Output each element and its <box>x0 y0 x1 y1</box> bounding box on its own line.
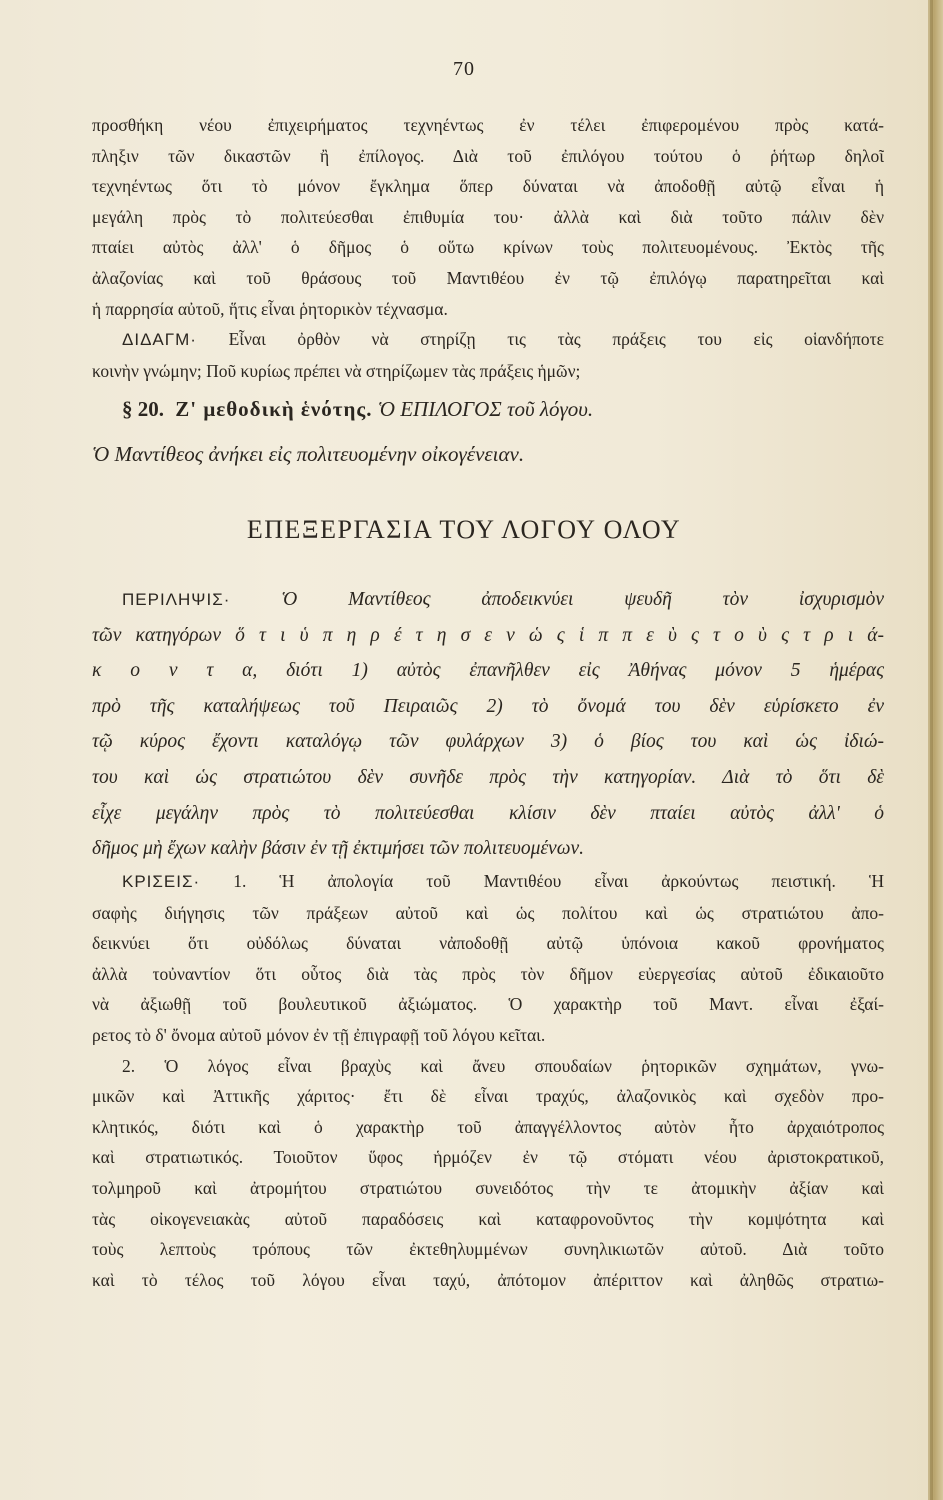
text-line: ἀλαζονίας καὶ τοῦ θράσους τοῦ Μαντιθέου ἐν τῷ ἐπιλόγῳ παρατηρεῖται καὶ <box>92 267 884 288</box>
text-line: πρὸ τῆς καταλήψεως τοῦ Πειραιῶς 2) τὸ ὄνομά του δὲν εὑρίσκετο ἐν <box>92 695 884 717</box>
section-subtitle: Ὁ Μαντίθεος ἀνήκει εἰς πολιτευομένην οἰκογένειαν. <box>92 442 525 466</box>
summary-label: ΠΕΡΙΛΗΨΙΣ· <box>122 590 231 609</box>
text-line: νὰ ἀξιωθῇ τοῦ βουλευτικοῦ ἀξιώματος. Ὁ χαρακτὴρ τοῦ Μαντ. εἶναι ἐξαί- <box>92 994 884 1015</box>
section-epilogue-title: Ὁ ΕΠΙΛΟΓΟΣ τοῦ λόγου. <box>377 397 594 421</box>
paragraph-judgements <box>92 866 884 1295</box>
text-line: τοὺς λεπτοὺς τρόπους τῶν ἐκτεθηλυμμένων συνηλικιωτῶν αὐτοῦ. Διὰ τοῦτο <box>92 1239 884 1260</box>
summary-text: Ὁ Μαντίθεος ἀποδεικνύει ψευδῆ τὸν ἰσχυρισμὸν <box>281 589 884 610</box>
chapter-heading: ΕΠΕΞΕΡΓΑΣΙΑ ΤΟΥ ΛΟΓΟΥ ΟΛΟΥ <box>246 515 682 544</box>
text-line: 2. Ὁ λόγος εἶναι βραχὺς καὶ ἄνευ σπουδαίων ῥητορικῶν σχημάτων, γνω- <box>122 1055 884 1076</box>
didagm-line <box>92 324 884 356</box>
judgements-text: 1. Ἡ ἀπολογία τοῦ Μαντιθέου εἶναι ἀρκούντως πειστική. Ἡ <box>233 871 884 891</box>
text-line: καὶ τὸ τέλος τοῦ λόγου εἶναι ταχύ, ἀπότομον ἀπέριττον καὶ ἀληθῶς στρατιω- <box>92 1269 884 1290</box>
text-line: προσθήκη νέου ἐπιχειρήματος τεχνηέντως ἐν τέλει ἐπιφερομένου πρὸς κατά- <box>92 115 884 135</box>
text-line: του καὶ ὡς στρατιώτου δὲν συνῆδε πρὸς τὴν κατηγορίαν. Διὰ τὸ ὅτι δὲ <box>92 766 884 788</box>
text-line: κοινὴν γνώμην; Ποῦ κυρίως πρέπει νὰ στηρίζωμεν τὰς πράξεις ἡμῶν; <box>92 360 581 381</box>
text-line: τεχνηέντως ὅτι τὸ μόνον ἔγκλημα ὅπερ δύναται νὰ ἀποδοθῇ αὐτῷ εἶναι ἡ <box>92 176 884 197</box>
didagm-label: ΔΙΔΑΓΜ· <box>122 330 197 350</box>
page-number: 70 <box>453 58 475 80</box>
text-line: τὰς οἰκογενειακὰς αὐτοῦ παραδόσεις καὶ καταφρονοῦντος τὴν κομψότητα καὶ <box>92 1208 884 1229</box>
text-line: τῷ κύρος ἔχοντι καταλόγῳ τῶν φυλάρχων 3) ὁ βίος του καὶ ὡς ἰδιώ- <box>92 731 884 753</box>
text-line: πταίει αὐτὸς ἀλλ' ὁ δῆμος ὁ οὕτω κρίνων τοὺς πολιτευομένους. Ἐκτὸς τῆς <box>92 237 884 258</box>
text-line: πληξιν τῶν δικαστῶν ἢ ἐπίλογος. Διὰ τοῦ ἐπιλόγου τούτου ὁ ῥήτωρ δηλοῖ <box>92 145 884 166</box>
text-line: ἡ παρρησία αὐτοῦ, ἥτις εἶναι ῥητορικὸν τέχνασμα. <box>92 298 448 319</box>
text-line: μεγάλη πρὸς τὸ πολιτεύεσθαι ἐπιθυμία του· ἀλλὰ καὶ διὰ τοῦτο πάλιν δὲν <box>92 206 884 227</box>
text-line: κ ο ν τ α, διότι 1) αὐτὸς ἐπανῆλθεν εἰς Ἀθήνας μόνον 5 ἡμέρας <box>92 660 884 682</box>
text-line: καὶ στρατιωτικός. Τοιοῦτον ὕφος ἡρμόζεν ἐν τῷ στόματι νέου ἀριστοκρατικοῦ, <box>92 1147 884 1168</box>
text-line: εἶχε μεγάλην πρὸς τὸ πολιτεύεσθαι κλίσιν δὲν πταίει αὐτὸς ἀλλ' ὁ <box>92 802 884 824</box>
text-line: μικῶν καὶ Ἀττικῆς χάριτος· ἔτι δὲ εἶναι τραχύς, ἀλαζονικὸς καὶ σχεδὸν προ- <box>92 1086 884 1107</box>
text-line: ἀλλὰ τοὐναντίον ὅτι οὗτος διὰ τὰς πρὸς τὸν δῆμον εὐεργεσίας αὐτοῦ ἐδικαιοῦτο <box>92 963 884 984</box>
text-line: ρετος τὸ δ' ὄνομα αὐτοῦ μόνον ἐν τῇ ἐπιγραφῇ τοῦ λόγου κεῖται. <box>92 1024 546 1045</box>
paragraph-epilogue-commentary <box>92 110 884 386</box>
paragraph-summary <box>92 582 884 867</box>
text-line: τῶν κατηγόρων ὅ τ ι ὑ π η ρ έ τ η σ ε ν ὡ ς ἱ π π ε ὺ ς τ ο ὺ ς τ ρ ι ά- <box>92 624 884 646</box>
section-number: § 20. <box>122 397 164 421</box>
section-unit-title: Ζ' μεθοδικὴ ἑνότης. <box>175 397 373 421</box>
text-line: δῆμος μὴ ἔχων καλὴν βάσιν ἐν τῇ ἐκτιμήσει τῶν πολιτευομένων. <box>92 838 584 860</box>
text-line: δεικνύει ὅτι οὐδόλως δύναται νἀποδοθῇ αὐτῷ ὑπόνοια κακοῦ φρονήματος <box>92 933 884 954</box>
text-line: τολμηροῦ καὶ ἀτρομήτου στρατιώτου συνειδότος τὴν τε ἀτομικὴν ἀξίαν καὶ <box>92 1177 884 1198</box>
text-line: κλητικός, διότι καὶ ὁ χαρακτὴρ τοῦ ἀπαγγέλλοντος αὐτὸν ἦτο ἀρχαιότροπος <box>92 1116 884 1137</box>
didagm-text: Εἶναι ὀρθὸν νὰ στηρίζῃ τις τὰς πράξεις του εἰς οἱανδήποτε <box>228 329 884 350</box>
judgements-label: ΚΡΙΣΕΙΣ· <box>122 872 201 891</box>
summary-first-line <box>92 582 884 618</box>
text-line: σαφὴς διήγησις τῶν πράξεων αὐτοῦ καὶ ὡς πολίτου καὶ ὡς στρατιώτου ἀπο- <box>92 902 884 923</box>
judgements-first-line <box>92 866 884 898</box>
section-heading <box>92 397 914 422</box>
page-edge-shadow <box>930 0 933 1500</box>
